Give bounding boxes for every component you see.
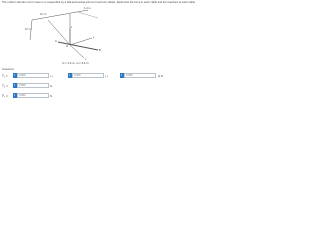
axis-z-label: z (71, 26, 73, 29)
point-b-label: B (99, 49, 101, 52)
rod-figure (0, 0, 200, 122)
t1-i-input[interactable] (17, 73, 49, 78)
fo-input[interactable] (17, 93, 49, 98)
point-a-label: A (55, 40, 57, 43)
info-icon[interactable]: i (14, 93, 16, 97)
info-icon[interactable]: i (121, 73, 123, 77)
row-label: T₂ = (2, 84, 8, 88)
answer-row-t1 (0, 73, 200, 81)
dim-label-b: 1.4 m (84, 7, 91, 10)
axis-x-label: x (85, 58, 87, 61)
t1-k-input[interactable] (124, 73, 156, 78)
point-o-label: O (66, 45, 69, 48)
row-label: F₀ = (2, 94, 9, 98)
info-icon[interactable]: i (14, 73, 16, 77)
axis-y-label: y (93, 36, 95, 39)
problem-statement: The uniform slender rod of mass m is suspended by a ball-and-socket joint at O and two cables. Determine the force in each cable and the reactions at each cable. (2, 1, 196, 4)
answer-row-t2 (0, 83, 200, 91)
answers-title: Answers: (2, 67, 15, 71)
t2-input[interactable] (17, 83, 49, 88)
unit-label: N (50, 93, 53, 98)
info-icon[interactable]: i (69, 73, 71, 77)
dim-label-a: 0.7 m (40, 13, 47, 16)
rod (58, 42, 98, 50)
row-label: T₁ = (2, 74, 8, 78)
unit-label: i + (50, 73, 54, 78)
given-values: m = 1.4 m, m = 3.4 m (62, 61, 89, 65)
answer-row-fo (0, 93, 200, 101)
info-icon[interactable]: i (14, 83, 16, 87)
dim-label-c: 0.7 m (25, 28, 32, 31)
unit-label: j + (105, 73, 109, 78)
cable-1 (48, 20, 70, 45)
t1-j-input[interactable] (72, 73, 104, 78)
unit-label: N (50, 83, 53, 88)
unit-label: k) N (158, 73, 164, 78)
axis-y-line (70, 38, 92, 45)
dimension-line (78, 12, 98, 18)
